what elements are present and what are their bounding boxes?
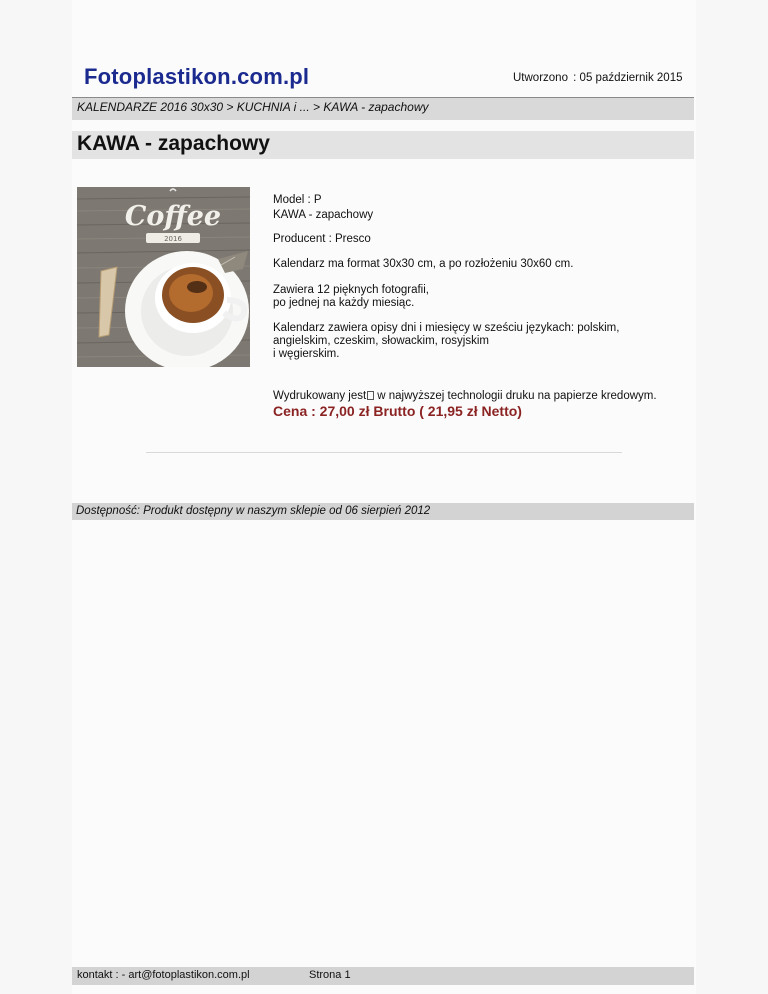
image-coffee-text: Coffee xyxy=(124,201,222,232)
availability-text: Dostępność: Produkt dostępny w naszym sklepie od 06 sierpień 2012 xyxy=(76,505,431,517)
product-print-info xyxy=(273,390,657,403)
product-photos-line2: po jednej na każdy miesiąc. xyxy=(273,297,415,309)
image-year-text: 2016 xyxy=(164,235,182,243)
breadcrumb[interactable]: KALENDARZE 2016 30x30 > KUCHNIA i ... > KAWA - zapachowy xyxy=(77,100,429,114)
page-title: KAWA - zapachowy xyxy=(77,132,270,155)
product-languages-line3: i węgierskim. xyxy=(273,348,340,360)
created-label: Utworzono xyxy=(513,72,568,84)
product-image xyxy=(77,187,250,367)
product-name: KAWA - zapachowy xyxy=(273,209,374,221)
product-model: Model : P xyxy=(273,194,322,206)
footer-page-number: Strona 1 xyxy=(309,969,351,981)
created-value: : 05 październik 2015 xyxy=(573,72,683,84)
section-divider xyxy=(146,452,622,453)
product-producer: Producent : Presco xyxy=(273,233,371,245)
created-date xyxy=(513,72,683,84)
footer-contact[interactable]: kontakt : - art@fotoplastikon.com.pl xyxy=(77,969,250,981)
print-info-end: w najwyższej technologii druku na papierze kredowym. xyxy=(377,390,657,402)
print-info-start: Wydrukowany jest xyxy=(273,390,367,402)
missing-glyph-icon xyxy=(367,391,374,400)
product-format: Kalendarz ma format 30x30 cm, a po rozłożeniu 30x60 cm. xyxy=(273,258,574,270)
product-languages-line1: Kalendarz zawiera opisy dni i miesięcy w sześciu językach: polskim, xyxy=(273,322,620,334)
product-price: Cena : 27,00 zł Brutto ( 21,95 zł Netto) xyxy=(273,403,522,419)
product-photos-line1: Zawiera 12 pięknych fotografii, xyxy=(273,284,429,296)
product-languages-line2: angielskim, czeskim, słowackim, rosyjskim xyxy=(273,335,489,347)
site-title[interactable]: Fotoplastikon.com.pl xyxy=(84,64,310,89)
